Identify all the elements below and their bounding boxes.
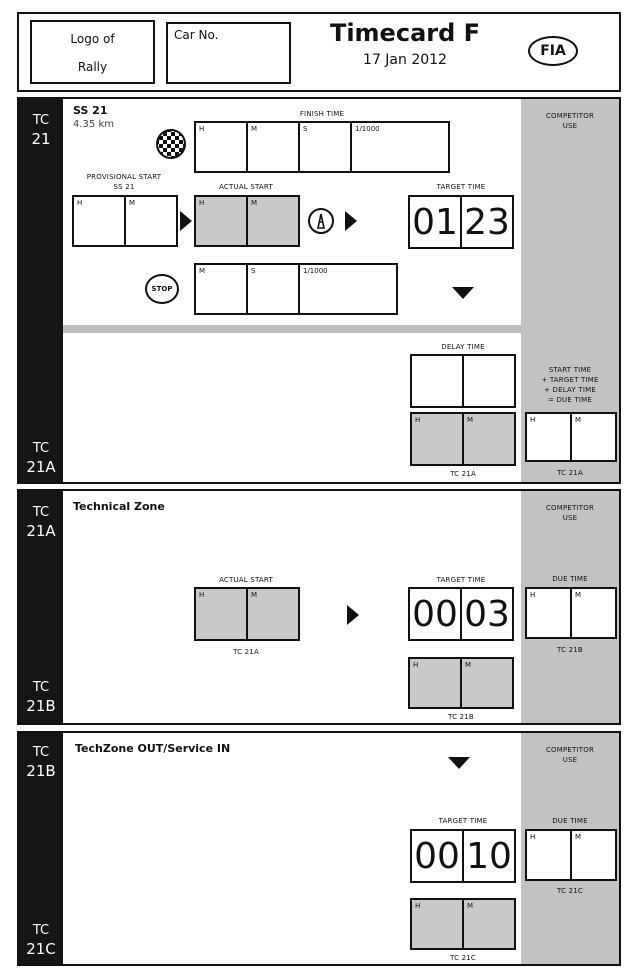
delay-time-label: DELAY TIME — [441, 343, 485, 351]
control-top-label: TC — [32, 745, 50, 760]
finish-hour-cell[interactable] — [194, 121, 248, 173]
cell-label: H — [413, 661, 419, 669]
formula-line-3: + DELAY TIME — [544, 386, 596, 394]
logo-text-line1: Logo of — [70, 32, 115, 46]
cell-label: M — [575, 416, 582, 424]
control-top-label: TC — [32, 505, 50, 520]
actual-start-caption: TC 21A — [233, 648, 259, 656]
cell-label: H — [530, 833, 536, 841]
control-sidebar — [19, 491, 63, 723]
competitor-use-panel — [521, 99, 619, 482]
cell-label: M — [575, 833, 582, 841]
target-hour-cell — [408, 195, 462, 249]
stage-distance: 4.35 km — [73, 119, 114, 130]
competitor-use-panel — [521, 733, 619, 964]
delay-hour-cell[interactable] — [410, 354, 464, 408]
arrow-right-icon — [347, 605, 359, 625]
provisional-start-stage: SS 21 — [113, 183, 135, 191]
formula-line-2: + TARGET TIME — [541, 376, 599, 384]
target-time-label: TARGET TIME — [438, 817, 488, 825]
target-minute-value: 10 — [466, 835, 512, 877]
due-time-caption: TC 21B — [557, 646, 583, 654]
timecard-section-tc21a — [17, 489, 621, 725]
zone-name: TechZone OUT/Service IN — [75, 742, 231, 755]
control-top-number: 21A — [26, 522, 56, 540]
target-minute-cell — [460, 195, 514, 249]
cell-label: M — [199, 267, 206, 275]
target-time-label: TARGET TIME — [436, 183, 486, 191]
tc21b-hour-cell[interactable] — [408, 657, 462, 709]
target-minute-value: 23 — [464, 201, 510, 243]
tc21c-minute-cell[interactable] — [462, 898, 516, 950]
arrow-right-icon — [180, 211, 192, 231]
formula-line-4: = DUE TIME — [547, 396, 593, 404]
competitor-tc-caption: TC 21A — [557, 469, 583, 477]
due-time-caption: TC 21C — [557, 887, 583, 895]
due-time-hour-cell[interactable] — [525, 587, 572, 639]
cell-label: H — [530, 591, 536, 599]
competitor-use-label-2: USE — [562, 122, 578, 130]
target-hour-value: 00 — [412, 593, 458, 635]
competitor-use-label-1: COMPETITOR — [545, 112, 595, 120]
due-time-minute-cell[interactable] — [570, 587, 617, 639]
provisional-start-hour-cell[interactable] — [72, 195, 126, 247]
due-time-label: DUE TIME — [552, 817, 588, 825]
target-minute-cell — [462, 829, 516, 883]
due-time-minute-cell[interactable] — [570, 829, 617, 881]
control-sidebar — [19, 99, 63, 482]
arrow-right-icon — [345, 211, 357, 231]
cell-label: M — [465, 661, 472, 669]
stop-thousandth-cell[interactable] — [298, 263, 398, 315]
target-hour-value: 00 — [414, 835, 460, 877]
competitor-use-label-2: USE — [562, 756, 578, 764]
cell-label: M — [129, 199, 136, 207]
control-top-number: 21B — [26, 762, 56, 780]
tc21a-hour-cell[interactable] — [410, 412, 464, 466]
finish-thousandth-cell[interactable] — [350, 121, 450, 173]
target-caption: TC 21B — [448, 713, 474, 721]
timecard-section-tc21b — [17, 731, 621, 966]
cell-label: H — [199, 199, 205, 207]
provisional-start-label: PROVISIONAL START — [86, 173, 162, 181]
target-minute-cell — [460, 587, 514, 641]
actual-start-hour-cell[interactable] — [194, 195, 248, 247]
timecard-title: Timecard F — [329, 19, 481, 47]
cell-label: H — [199, 125, 205, 133]
cell-label: H — [77, 199, 83, 207]
provisional-start-minute-cell[interactable] — [124, 195, 178, 247]
cell-label: S — [251, 267, 256, 275]
fia-logo-icon — [528, 36, 578, 66]
arrow-down-icon — [448, 757, 470, 769]
competitor-use-label-1: COMPETITOR — [545, 746, 595, 754]
control-top-label: TC — [32, 113, 50, 128]
tc21a-minute-cell[interactable] — [462, 412, 516, 466]
competitor-use-label-1: COMPETITOR — [545, 504, 595, 512]
cell-label: M — [575, 591, 582, 599]
control-bottom-label: TC — [32, 923, 50, 938]
cell-label: M — [467, 416, 474, 424]
actual-start-label: ACTUAL START — [219, 183, 273, 191]
logo-box — [30, 20, 155, 84]
due-time-label: DUE TIME — [552, 575, 588, 583]
fia-logo-text: FIA — [540, 43, 566, 59]
target-hour-value: 01 — [412, 201, 458, 243]
actual-start-minute-cell[interactable] — [246, 587, 300, 641]
timecard-section-tc21 — [17, 97, 621, 484]
competitor-use-label-2: USE — [562, 514, 578, 522]
finish-minute-cell[interactable] — [246, 121, 300, 173]
timecard-date: 17 Jan 2012 — [363, 52, 447, 68]
cell-label: H — [415, 902, 421, 910]
stop-second-cell[interactable] — [246, 263, 300, 315]
actual-start-minute-cell[interactable] — [246, 195, 300, 247]
arrow-down-icon — [452, 287, 474, 299]
cell-label: H — [415, 416, 421, 424]
target-time-label: TARGET TIME — [436, 576, 486, 584]
delay-minute-cell[interactable] — [462, 354, 516, 408]
cell-label: 1/1000 — [355, 125, 380, 133]
car-number-field[interactable] — [166, 22, 291, 84]
target-minute-value: 03 — [464, 593, 510, 635]
competitor-use-panel — [521, 491, 619, 723]
target-hour-cell — [410, 829, 464, 883]
stage-name: SS 21 — [73, 104, 108, 117]
actual-start-hour-cell[interactable] — [194, 587, 248, 641]
target-hour-cell — [408, 587, 462, 641]
cell-label: S — [303, 125, 308, 133]
stop-minute-cell[interactable] — [194, 263, 248, 315]
finish-flag-icon — [156, 129, 186, 159]
logo-text-line2: Rally — [77, 60, 108, 74]
section-divider — [63, 325, 521, 333]
cell-label: M — [251, 591, 258, 599]
cell-label: M — [251, 199, 258, 207]
due-time-hour-cell[interactable] — [525, 412, 572, 462]
cell-label: H — [199, 591, 205, 599]
control-top-number: 21 — [31, 130, 51, 148]
cell-label: M — [251, 125, 258, 133]
car-number-label: Car No. — [174, 28, 219, 42]
control-bottom-label: TC — [32, 441, 50, 456]
finish-second-cell[interactable] — [298, 121, 352, 173]
control-sidebar — [19, 733, 63, 964]
control-bottom-number: 21B — [26, 697, 56, 715]
car-start-icon — [308, 208, 334, 234]
stop-sign-text: STOP — [151, 285, 173, 293]
formula-line-1: START TIME — [548, 366, 592, 374]
tc21c-hour-cell[interactable] — [410, 898, 464, 950]
actual-start-label: ACTUAL START — [219, 576, 273, 584]
due-time-minute-cell[interactable] — [570, 412, 617, 462]
cell-label: 1/1000 — [303, 267, 328, 275]
control-bottom-number: 21A — [26, 458, 56, 476]
control-bottom-label: TC — [32, 680, 50, 695]
cell-label: M — [467, 902, 474, 910]
tc21b-minute-cell[interactable] — [460, 657, 514, 709]
cell-label: H — [530, 416, 536, 424]
finish-time-label: FINISH TIME — [299, 110, 345, 118]
control-bottom-number: 21C — [26, 940, 56, 958]
tc21a-caption: TC 21A — [450, 470, 476, 478]
zone-name: Technical Zone — [73, 500, 165, 513]
stop-sign-icon — [145, 274, 179, 304]
target-caption: TC 21C — [450, 954, 476, 962]
due-time-hour-cell[interactable] — [525, 829, 572, 881]
header — [17, 12, 621, 92]
